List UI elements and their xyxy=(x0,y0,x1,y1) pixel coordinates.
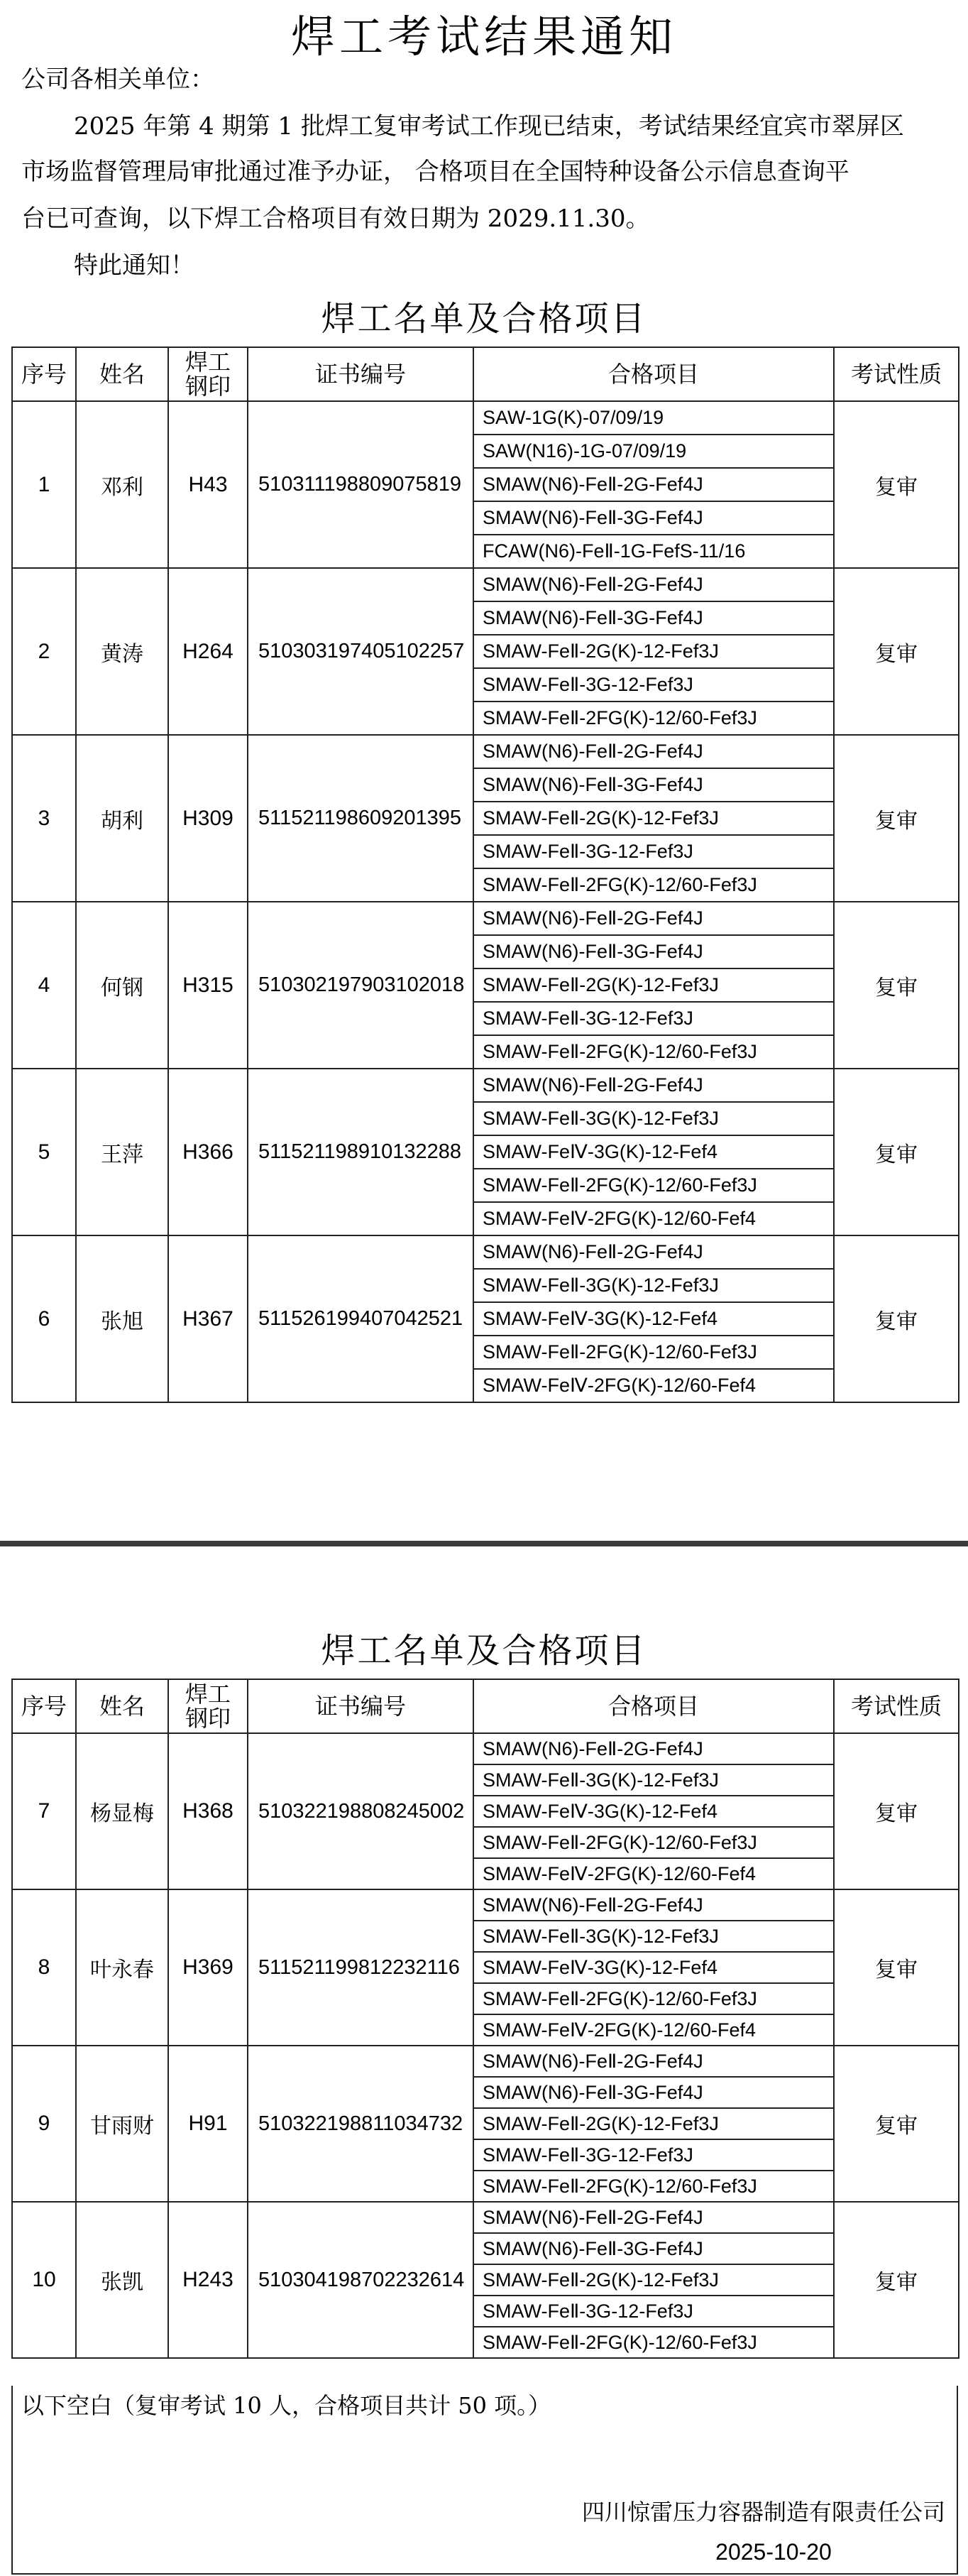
cell-qualified-item: SMAW-FeⅣ-3G(K)-12-Fef4 xyxy=(473,1952,834,1983)
notice-closing: 特此通知！ xyxy=(74,251,194,280)
cell-qualified-item: SMAW-FeⅡ-2G(K)-12-Fef3J xyxy=(473,635,834,668)
table-row xyxy=(12,2046,959,2077)
cell-exam-type: 复审 xyxy=(834,1733,959,1889)
notice-body-line2: 市场监督管理局审批通过准予办证， 合格项目在全国特种设备公示信息查询平 xyxy=(21,158,849,186)
table-row xyxy=(12,401,959,435)
cell-no: 3 xyxy=(12,735,76,902)
cell-qualified-item: SMAW(N6)-FeⅡ-2G-Fef4J xyxy=(473,468,834,501)
cell-qualified-item: SMAW(N6)-FeⅡ-2G-Fef4J xyxy=(473,1069,834,1102)
table-row xyxy=(12,1235,959,1269)
cell-cert: 510303197405102257 xyxy=(248,568,473,735)
header-stamp-line1: 焊工 xyxy=(185,349,231,376)
cell-cert: 510322198811034732 xyxy=(248,2046,473,2202)
cell-no: 10 xyxy=(12,2202,76,2358)
cell-qualified-item: SMAW(N6)-FeⅡ-2G-Fef4J xyxy=(473,735,834,768)
cell-name: 杨显梅 xyxy=(76,1733,168,1889)
cell-no: 5 xyxy=(12,1069,76,1235)
cell-exam-type: 复审 xyxy=(834,1069,959,1235)
cell-exam-type: 复审 xyxy=(834,401,959,568)
header-no: 序号 xyxy=(12,347,76,401)
cell-qualified-item: SMAW-FeⅡ-2FG(K)-12/60-Fef3J xyxy=(473,1983,834,2014)
cell-exam-type: 复审 xyxy=(834,1889,959,2046)
cell-qualified-item: SMAW-FeⅡ-2FG(K)-12/60-Fef3J xyxy=(473,1336,834,1369)
header-items: 合格项目 xyxy=(473,347,834,401)
cell-cert: 510322198808245002 xyxy=(248,1733,473,1889)
header-items: 合格项目 xyxy=(473,1679,834,1733)
header-cert: 证书编号 xyxy=(248,1679,473,1733)
cell-no: 8 xyxy=(12,1889,76,2046)
cell-stamp: H367 xyxy=(168,1235,248,1402)
cell-qualified-item: SMAW(N6)-FeⅡ-2G-Fef4J xyxy=(473,1889,834,1921)
cell-stamp: H368 xyxy=(168,1733,248,1889)
cell-cert: 511521198609201395 xyxy=(248,735,473,902)
table-title-page1: 焊工名单及合格项目 xyxy=(321,299,647,339)
cell-qualified-item: SMAW-FeⅡ-3G(K)-12-Fef3J xyxy=(473,1764,834,1796)
cell-qualified-item: SMAW(N6)-FeⅡ-3G-Fef4J xyxy=(473,2233,834,2264)
cell-qualified-item: SMAW-FeⅡ-2G(K)-12-Fef3J xyxy=(473,802,834,835)
cell-name: 张旭 xyxy=(76,1235,168,1402)
cell-name: 邓利 xyxy=(76,401,168,568)
table-row xyxy=(12,1069,959,1102)
header-stamp-line1: 焊工 xyxy=(185,1681,231,1708)
cell-qualified-item: SMAW-FeⅡ-2FG(K)-12/60-Fef3J xyxy=(473,1827,834,1858)
cell-qualified-item: SMAW(N6)-FeⅡ-2G-Fef4J xyxy=(473,1235,834,1269)
cell-stamp: H369 xyxy=(168,1889,248,2046)
cell-qualified-item: SAW(N16)-1G-07/09/19 xyxy=(473,435,834,468)
cell-no: 1 xyxy=(12,401,76,568)
cell-stamp: H243 xyxy=(168,2202,248,2358)
cell-exam-type: 复审 xyxy=(834,1235,959,1402)
cell-cert: 511526199407042521 xyxy=(248,1235,473,1402)
cell-qualified-item: SMAW(N6)-FeⅡ-2G-Fef4J xyxy=(473,1733,834,1764)
cell-stamp: H264 xyxy=(168,568,248,735)
cell-qualified-item: SMAW-FeⅡ-2FG(K)-12/60-Fef3J xyxy=(473,1035,834,1069)
cell-exam-type: 复审 xyxy=(834,2202,959,2358)
cell-exam-type: 复审 xyxy=(834,568,959,735)
cell-name: 何钢 xyxy=(76,902,168,1069)
table-row xyxy=(12,902,959,935)
cell-name: 王萍 xyxy=(76,1069,168,1235)
header-stamp-line2: 钢印 xyxy=(185,1705,231,1732)
table-title-page2: 焊工名单及合格项目 xyxy=(321,1631,647,1671)
cell-qualified-item: SMAW-FeⅣ-3G(K)-12-Fef4 xyxy=(473,1302,834,1336)
cell-qualified-item: SMAW-FeⅣ-3G(K)-12-Fef4 xyxy=(473,1135,834,1169)
cell-qualified-item: SMAW(N6)-FeⅡ-3G-Fef4J xyxy=(473,601,834,635)
cell-cert: 510302197903102018 xyxy=(248,902,473,1069)
cell-qualified-item: SMAW-FeⅣ-2FG(K)-12/60-Fef4 xyxy=(473,1202,834,1235)
cell-qualified-item: SMAW(N6)-FeⅡ-3G-Fef4J xyxy=(473,768,834,802)
cell-cert: 510304198702232614 xyxy=(248,2202,473,2358)
cell-qualified-item: SMAW(N6)-FeⅡ-2G-Fef4J xyxy=(473,902,834,935)
cell-qualified-item: SMAW(N6)-FeⅡ-2G-Fef4J xyxy=(473,2046,834,2077)
cell-qualified-item: SMAW-FeⅣ-2FG(K)-12/60-Fef4 xyxy=(473,1858,834,1889)
page-separator xyxy=(0,1541,968,1546)
notice-salutation: 公司各相关单位： xyxy=(21,65,214,94)
table-row xyxy=(12,568,959,601)
cell-name: 胡利 xyxy=(76,735,168,902)
cell-cert: 511521199812232116 xyxy=(248,1889,473,2046)
table-row xyxy=(12,1733,959,1764)
cell-qualified-item: SMAW-FeⅡ-2G(K)-12-Fef3J xyxy=(473,968,834,1002)
cell-qualified-item: SMAW-FeⅡ-2G(K)-12-Fef3J xyxy=(473,2108,834,2139)
cell-exam-type: 复审 xyxy=(834,2046,959,2202)
cell-no: 4 xyxy=(12,902,76,1069)
header-no: 序号 xyxy=(12,1679,76,1733)
cell-no: 6 xyxy=(12,1235,76,1402)
cell-stamp: H309 xyxy=(168,735,248,902)
header-name: 姓名 xyxy=(76,1679,168,1733)
cell-name: 张凯 xyxy=(76,2202,168,2358)
cell-qualified-item: SMAW(N6)-FeⅡ-2G-Fef4J xyxy=(473,2202,834,2233)
header-stamp-line2: 钢印 xyxy=(185,373,231,400)
table-row xyxy=(12,735,959,768)
header-stamp xyxy=(168,1679,248,1733)
cell-qualified-item: SMAW-FeⅡ-2G(K)-12-Fef3J xyxy=(473,2264,834,2296)
cell-qualified-item: SMAW-FeⅡ-2FG(K)-12/60-Fef3J xyxy=(473,2327,834,2358)
cell-qualified-item: SMAW-FeⅡ-2FG(K)-12/60-Fef3J xyxy=(473,2171,834,2202)
cell-qualified-item: SMAW-FeⅡ-3G-12-Fef3J xyxy=(473,2139,834,2171)
cell-name: 叶永春 xyxy=(76,1889,168,2046)
header-name: 姓名 xyxy=(76,347,168,401)
cell-qualified-item: SAW-1G(K)-07/09/19 xyxy=(473,401,834,435)
cell-name: 甘雨财 xyxy=(76,2046,168,2202)
cell-qualified-item: SMAW-FeⅡ-3G-12-Fef3J xyxy=(473,1002,834,1035)
cell-qualified-item: SMAW-FeⅣ-2FG(K)-12/60-Fef4 xyxy=(473,2014,834,2046)
cell-qualified-item: SMAW(N6)-FeⅡ-3G-Fef4J xyxy=(473,501,834,535)
cell-stamp: H366 xyxy=(168,1069,248,1235)
cell-qualified-item: SMAW-FeⅡ-3G-12-Fef3J xyxy=(473,668,834,702)
cell-exam-type: 复审 xyxy=(834,902,959,1069)
cell-qualified-item: SMAW-FeⅡ-3G-12-Fef3J xyxy=(473,835,834,868)
welder-rows-page2 xyxy=(12,1733,959,2358)
cell-exam-type: 复审 xyxy=(834,735,959,902)
cell-qualified-item: SMAW-FeⅡ-3G(K)-12-Fef3J xyxy=(473,1269,834,1302)
cell-stamp: H91 xyxy=(168,2046,248,2202)
cell-qualified-item: SMAW-FeⅡ-2FG(K)-12/60-Fef3J xyxy=(473,702,834,735)
cell-qualified-item: SMAW-FeⅣ-3G(K)-12-Fef4 xyxy=(473,1796,834,1827)
cell-no: 7 xyxy=(12,1733,76,1889)
header-type: 考试性质 xyxy=(834,347,959,401)
cell-name: 黄涛 xyxy=(76,568,168,735)
cell-no: 9 xyxy=(12,2046,76,2202)
cell-qualified-item: SMAW-FeⅣ-2FG(K)-12/60-Fef4 xyxy=(473,1369,834,1402)
footer-date: 2025-10-20 xyxy=(715,2539,832,2565)
cell-stamp: H315 xyxy=(168,902,248,1069)
cell-qualified-item: FCAW(N6)-FeⅡ-1G-FefS-11/16 xyxy=(473,535,834,568)
cell-qualified-item: SMAW-FeⅡ-3G(K)-12-Fef3J xyxy=(473,1102,834,1135)
header-type: 考试性质 xyxy=(834,1679,959,1733)
notice-body-line1: 2025 年第 4 期第 1 批焊工复审考试工作现已结束，考试结果经宜宾市翠屏区 xyxy=(74,112,904,141)
table-row xyxy=(12,2202,959,2233)
header-cert: 证书编号 xyxy=(248,347,473,401)
welder-table-page2 xyxy=(11,1679,959,2359)
cell-qualified-item: SMAW-FeⅡ-2FG(K)-12/60-Fef3J xyxy=(473,1169,834,1202)
footer-note: 以下空白（复审考试 10 人，合格项目共计 50 项。） xyxy=(21,2392,551,2419)
notice-body-line3: 台已可查询，以下焊工合格项目有效日期为 2029.11.30。 xyxy=(21,204,650,233)
cell-cert: 510311198809075819 xyxy=(248,401,473,568)
cell-qualified-item: SMAW(N6)-FeⅡ-2G-Fef4J xyxy=(473,568,834,601)
cell-qualified-item: SMAW(N6)-FeⅡ-3G-Fef4J xyxy=(473,2077,834,2108)
notice-title: 焊工考试结果通知 xyxy=(290,11,677,62)
cell-qualified-item: SMAW-FeⅡ-3G-12-Fef3J xyxy=(473,2296,834,2327)
cell-no: 2 xyxy=(12,568,76,735)
welder-rows-page1 xyxy=(12,401,959,1402)
table-row xyxy=(12,1889,959,1921)
cell-cert: 511521198910132288 xyxy=(248,1069,473,1235)
cell-qualified-item: SMAW(N6)-FeⅡ-3G-Fef4J xyxy=(473,935,834,968)
footer-company: 四川惊雷压力容器制造有限责任公司 xyxy=(581,2499,945,2526)
cell-stamp: H43 xyxy=(168,401,248,568)
header-stamp xyxy=(168,347,248,401)
cell-qualified-item: SMAW-FeⅡ-3G(K)-12-Fef3J xyxy=(473,1921,834,1952)
cell-qualified-item: SMAW-FeⅡ-2FG(K)-12/60-Fef3J xyxy=(473,868,834,902)
welder-table-page1 xyxy=(11,346,959,1403)
